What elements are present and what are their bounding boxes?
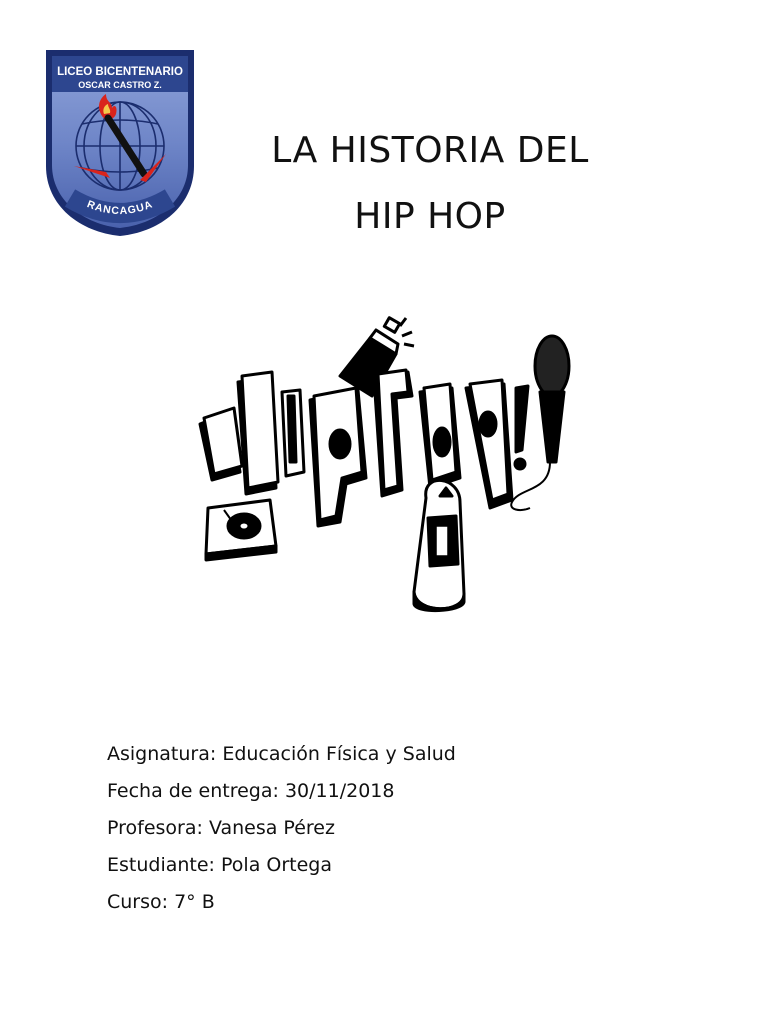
page-title-line1: LA HISTORIA DEL <box>271 130 589 171</box>
detail-student: Estudiante: Pola Ortega <box>107 854 332 876</box>
hip-hop-graffiti-icon <box>190 312 582 618</box>
assignment-details <box>107 736 456 921</box>
page-title-line2: HIP HOP <box>354 196 506 237</box>
page-title <box>230 118 630 250</box>
crest-text-line3: RANCAGUA <box>85 198 155 218</box>
detail-teacher: Profesora: Vanesa Pérez <box>107 817 335 839</box>
globe-icon <box>76 102 164 190</box>
detail-due-date: Fecha de entrega: 30/11/2018 <box>107 780 395 802</box>
sneaker-icon <box>414 480 464 610</box>
crest-text-line1: LICEO BICENTENARIO <box>57 66 183 78</box>
detail-course: Curso: 7° B <box>107 891 215 913</box>
school-crest-logo <box>40 46 200 238</box>
turntable-icon <box>206 500 276 560</box>
crest-text-line2: OSCAR CASTRO Z. <box>78 80 162 90</box>
detail-subject: Asignatura: Educación Física y Salud <box>107 743 456 765</box>
